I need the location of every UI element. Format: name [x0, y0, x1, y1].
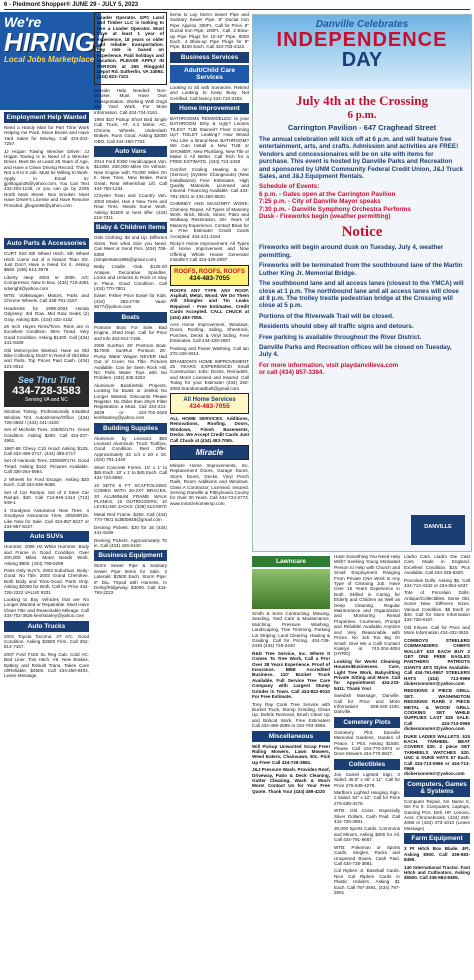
column-5b	[404, 554, 470, 974]
list-item: CURT 520 5th Wheel Hitch. 5th Wheel Hitch Came out of a Nissan Titan XD. Just Don't Have a Need for it. Asking $650. (336) 514-3979	[4, 251, 89, 273]
list-item: Miracle Home Improvements, Inc. Replacement Doors, Garage Doors, Storm Doors, Decks, Vinyl Porch Rails, Room Additions and Windows. Class A Contractor, Licensed, Insured. Serving Danville & Pittsylvania County for Over 30 Years. Call 434-724-2773. www.miraclehomeimp.com	[170, 462, 249, 506]
list-item: 4 Goodyear Assurance New Tires. 4 Goodyear Assurance Tires, 205/60R16. Like New for Sale. Call 434-857-8227 or 434-857-8227.	[4, 507, 89, 529]
list-item: WTB: Pokemon or Sports Cards. Singles, Packs and Unopened Boxes. Cash Paid. Call 434-728-3881.	[334, 844, 400, 866]
list-item: Headrests for 1999-2004 Honda Odyssey: 3rd Row. Mid Row Seats (2) Gray. Asking $35. (434) 432-4152	[4, 305, 89, 322]
list-item: Aluminum by Leonard. $50 Leonard Aluminum Truck Toolbox, Good Condition. Best Offer. Approximately 22 1/4 x 20 x 18. (434) 791-1440	[94, 435, 167, 463]
list-item: Pontoon Boat For Sale. Bad Engine, Shed Kept. Call for Price and Info 252-814-7155.	[94, 324, 167, 341]
loader-ad-box	[94, 12, 167, 85]
section-lawncare: Lawncare	[252, 556, 330, 567]
list-item: Metal Red Frame. $250. Call (434) 770-7801 tcd600848@gmail.com	[94, 511, 167, 523]
poster-title-top: Danville Celebrates	[315, 19, 409, 30]
section-cemetery-plots: Cemetery Plots	[334, 717, 400, 728]
list-item: 2000 SunRun 25' Pontoon Boat. $17000. SunRun Pontoon 25'. Pump Water Wagon NEVER Had Out of Cover, No Title. Pictures Available. Can be Seen Rock Hill, NC Pulls Water Toys with No Problem. (434) 335-3253	[94, 342, 167, 381]
list-item: Set of Michelin Tires. 235/60/17H. Great Condition. Asking $250. Call 434-207-4961.	[4, 427, 89, 444]
tint-sub: Serving VA and NC	[25, 397, 68, 404]
list-item: Have Something You Need Help With? Seeking Young Motivated Person to Help with Church and Small Employment Ranging From Private CNA Work to Any Type of Cleaning Job. Have Over 15 Years Experience in Both. Skilled in Caring for Elderly and Children as Well as Deep Cleaning. Regular Maintenance and Organization and Monitoring Rental Properties. Courteous, Prompt and Reliable! Available Anytime and Very Reasonable with Prices. No Job Too Big Or Small. Give Me a Call! Contact Katelyn at 743-204-4004 (HYRD)	[334, 554, 400, 657]
list-item: BRANDON'S HOME IMPROVEMENT 25 YEARS EXPERIENCE! Small Construction Jobs: Decks, Remodels, and More! Licensed and Insured. Call Today for your Estimate! (434) 250-4083 brandonnattbolt@gmail.com	[170, 358, 249, 391]
poster-location: Carrington Pavilion - 647 Craghead Street	[287, 123, 437, 132]
all-home-ad	[170, 393, 249, 414]
list-item: 26 Inch Hayes Rims/Tires. Rims are in Excellent Condition. 95% Tread. Very Good Condition. Asking $1400. Call (434) 441-9189	[4, 323, 89, 346]
notice-item: Residents should obey all traffic signs and detours.	[259, 323, 414, 331]
list-item: 2001 Toyota Tacoma. 4T A/C. Good Condition. Asking $3500 Firm. Call 252-814-7157.	[4, 633, 89, 650]
poster-notice: Notice	[341, 224, 383, 241]
section-baby-children: Baby & Children Items	[95, 224, 166, 232]
section-boats: Boats	[94, 312, 167, 323]
column-3	[170, 12, 249, 977]
list-item: Old Motorcycles Wanted. Have an Old Bike Collecting Dust? In Need of Old Bike and Parts. Top Prices Paid Cash. (434) 421-0012	[4, 347, 89, 369]
notice-item: Danville Parks and Recreation offices will be closed on Tuesday, July 4.	[259, 343, 452, 359]
list-item: Liberty Jeep 2004 or 2005. A/C Compressor, New in Box. (434) 710-4081 sdwright@yahoo.com	[4, 274, 89, 291]
schedule-item: Dusk - Fireworks begin (weather permitting)	[259, 213, 391, 221]
miracle-ad	[170, 445, 249, 460]
list-item: Comfort Cooling Heating & Air: (Service) (System Changeouts) (New Installations) Free Estimates. High Quality Materials, Licensed and Insured. Financing Available. Call 434-791-2031 or 434-250-8530.	[170, 166, 249, 199]
hiring-banner	[0, 12, 104, 110]
list-item: Loader Operator. GPC Land and Timber LLC is looking to hire a Loader Operator. Must have at least 1 year of experience, 18 years or older and reliable transportation. Pay rate is based on experience. Paid holidays and vacation. PLEASE APPLY IN PERSON at 265 Ringgold Depot Rd. Sutherlin, VA 24594. (434) 822-7101	[97, 15, 164, 80]
column-1	[4, 12, 104, 977]
page-header: 6 - Piedmont Shopper® JUNE 29 - JULY 5, 2023	[4, 2, 470, 10]
list-item: Looking to Buy Vehicles that are No Longer Wanted or Repairable. Must Have Clean Title and Reasonable Mileage. Call 434-702-3626 kenfstanley@yahoo.com	[4, 597, 89, 619]
column-5a	[334, 554, 400, 974]
poster-time: 6 p.m.	[347, 109, 377, 121]
notice-item: Portions of the Riverwalk Trail will be closed.	[259, 312, 394, 320]
section-auto-parts: Auto Parts & Accessories	[4, 238, 89, 249]
list-item: Girls Clothing. $3 and Up. Different Sizes. Text what Size you Need. Can Meet or Send Pics. (434) 706-8350 (simplestate1995@gmail.com)	[94, 235, 167, 263]
section-business-services: Business Services	[170, 52, 249, 63]
list-item: Looking for Work! Cleaning Houses/Businesses. Care, Light Tree Work, Babysitting Private Sitting and More. Call for Appointment 434-233-5411. Thank You!	[334, 658, 400, 691]
list-item: Decking Pickets. $20 for 16 (434) 441-9189	[94, 524, 167, 536]
section-auto-vans: Auto Vans	[94, 146, 167, 157]
list-item: Hummer. 2005 H2 White Hummer. Body and Frame in Good Condition. Over 200,000 Miles. Motor Needs Work. Asking $900. (434) 799-0299	[4, 544, 89, 566]
section-collectibles: Collectibles	[334, 759, 400, 770]
list-item: 2 Wheels for Ford Escape. Asking $20 Each. Call 434-836-6068.	[4, 476, 89, 488]
roofing-title: ROOFS, ROOFS, ROOFS	[174, 268, 245, 275]
list-item: J&J Pressure Wash. Provides Roof, Driveway, Patio & Deck Cleaning, Gutter Cleaning, Wash & Much More! Contact Us for Your Free Quote. Thank You! (434) 489-4220	[252, 767, 330, 794]
tint-ad	[4, 371, 89, 407]
list-item: Porcelain Dolls. Asking $5. Call 434-713-4342 or 434-554-1637	[404, 577, 470, 589]
list-item: 3 Pt Hitch Box Blade. 4Ft. Asking $500. Call 336-583-8495.	[404, 846, 470, 863]
list-item: CHIMNEY AND MASONRY WORK: Chimney Repair, All Types of Masonry Work. Brick, Block, Stone, Patio and Walkway Restoration, 25+ Years of Masonry Experience. Contact Brian for a Free Estimate! Credit Cards Accepted. 434-421-2154	[170, 201, 249, 239]
list-item: AAA Home Improvement. Windows, Doors, Roofing, Siding, Sheetrock, Porches, Decks & Vinyl Siding. Free Estimates. Call 434-429-2897.	[170, 322, 249, 344]
poster-banner	[253, 15, 471, 89]
section-adult-child-care: Adult/Child Care Services	[170, 65, 249, 83]
poster-schedule-title: Schedule of Events:	[259, 183, 320, 191]
section-farm-equipment: Farm Equipment	[404, 833, 470, 844]
roofing-ad	[170, 265, 249, 286]
notice-item: Free parking is available throughout the River District.	[259, 333, 422, 341]
column-2	[94, 12, 167, 977]
section-home-improvement: Home Improvement	[170, 103, 249, 114]
banner-local: Local Jobs Marketplace	[4, 55, 95, 64]
list-item: Tote of Porcelain Dolls. Antique/Collectibles. Some Old, Some New. Different Sizes. Various Condition. $5 Each or $40. Call for More Information 434-728-8167.	[404, 590, 470, 623]
section-computers-games: Computers, Games & Systems	[404, 779, 470, 797]
list-item: 1994 $10 Pickup Short Bed Single Cab Truck. AT, 4.3 Motor, AC, Chrome Wheels, Underdash Brakes. Runs Good. Asking $3000 OBO. Call 434-250-7763.	[94, 116, 167, 144]
list-item: COWBOYS STEELERS COMMANDERS CHIEFS WALLET $10 EACH BUY 2 GET ONE FREE EAGLES PANTHERS PATRIOTS GIANTS 49'S Styles Available. Call 434-791-8657 STEELERS HATS (434) 713-0966 dickersonsmrr@yahoo.com	[404, 637, 470, 686]
tint-phone: 434-728-3583	[12, 385, 81, 398]
notice-item: Fireworks will begin around dusk on Tuesday, July 4, weather permitting.	[259, 244, 444, 259]
notice-item: The southbound lane and all access lanes (closest to the YMCA) will close at 1 p.m. The northbound lane and all access lanes will close at 8 p.m. The trolley trestle pedestrian bridge at the Crossing will close at 5 p.m.	[259, 280, 464, 310]
list-item: Ricky's Home Improvement: All Types of Home Improvement and Now Offering Whole House Generator Installs!!! Call 434-429-2897.	[170, 241, 249, 263]
list-item: Aluminum Boat/Jetski Projects. Looking for Boats or Jetskis No Longer Wanted. Discounts Please Register. No Older than 20yrs Filter Registration a Must. Call 434-221-3629 or 434-702-2626 kenfstanley@yahoo.com	[94, 382, 167, 421]
list-item: Decking Pickets. Approximately 70 in. Call (434) 426-0440	[94, 537, 167, 548]
list-item: Outside Help Needed: Non-Smoker. Must Have Own Transportation. Working With Dogs and Yard Work. For More Information, Call 434-724-2161.	[94, 87, 167, 115]
list-item: Steel Concrete Forms. 10' x 1' to $65 Each. 10' x 1' to $45 Each. Call 434-724-6862.	[94, 464, 167, 481]
miracle-title: Miracle	[195, 447, 224, 457]
list-item: Smith & Sons Contracting. Mowing, Seeding, Yard Care & Maintenance, Mulching. Pressure Washing, Landscaping, Tree Trimming, Parking Lot Striping, Land Clearing. Hauling & Grading. Call for Pricing. 434-728-2440 (434) 728-2440	[252, 611, 330, 649]
list-item: BATHROOMS REMODELED: Is your BATHROOM Dirty & Ugly? Looses TILES? TUB Stained? Floor Coming Up? TOILET Leaking? How Would You Like a Brand-New BATHROOM? We Can Install a New TUB or SHOWER, New Plumbing, New Tile or Make it All Better. Call Rich for a FREE ESTIMATE. (434) 724-1028	[170, 116, 249, 165]
list-item: 140 International Tractor. Fast Hitch and Cultivators. Asking $5500. Call 336-583-8495.	[404, 864, 470, 881]
list-item: Items to Lay Storm Sewer Pipe and Sanitary Sewer Pipe. 8" Ductal Iron Pipe, Approx. 200Ft., Call for Price. 8" Ductal Iron Pipe, 200Ft., Call. 2 Blow-up Pipe Plugs for 10-18" Pipe. $300 Each. 4 Blow-up Pipe Plugs for 8" Pipe. $150 Each. Call 434-793-2422.	[170, 12, 249, 50]
independence-day-poster	[252, 14, 472, 552]
all-home-title: All Home Services	[183, 396, 236, 403]
list-item: Need a Handy Man for Part Time Work Helping me Pack, Move Boxes and Have Yard Sales for Moving. Call 434-203-7257.	[4, 125, 89, 147]
list-item: Computer Repair. No Name It, We Fix It. Computers, Laptops, Gaming PCs. Dell, HP, Lenovo, Acer, Chromebooks. (434) 250-4086 or (434) 473-1010 (Leave Message)	[404, 798, 470, 831]
list-item: Storm Sewer Pipe & Sanitary Sewer Pipe Items for Sale. 2 Laterals: $2500 Each. Storm Pipe: 8" Dia. Tripod with Harness, In Derby/Ridgeway. $3000. Call 434-793-2222.	[94, 563, 167, 596]
list-item: Baby Cradle -Oak. $125.00 Antique, Decorative Spindles, Locks and Unlocks to Rock or Stay in Place, Good Condition. Call (434) 770-7801	[94, 264, 167, 292]
section-auto-trucks: Auto Trucks	[4, 621, 89, 632]
schedule-item: 7:30 p.m. - Danville Symphony Orchestra Performs	[259, 205, 411, 213]
section-employment: Employment Help Wanted	[4, 112, 89, 123]
list-item: 1987-88 Chevy C10 Hood: Asking $125. Call 434-489-2717, (434) 489-2717	[4, 445, 89, 457]
poster-title-main: INDEPENDENCE	[276, 29, 448, 51]
list-item: Cal Ripken Jr. Baseball Cards. Nice Cal Ripken Cards in Plastic Holders. Asking $1 Each. Call 797-2691. (434) 797-2691	[334, 868, 400, 895]
list-item: REDSKINS 3 PIECE GRILL SET. WASHINGTON REDSKINS RARE 3 PIECE METAL & WOOD GRILL COOKING SET WHILE SUPPLIES LAST $25 SALE. Call 434-713-0966 dickersonsmrr@yahoo.com	[404, 688, 470, 732]
section-business-equipment: Business Equipment	[94, 550, 167, 561]
list-item: Set of Car Ramps. Set of 2 Steel Car Ramps. $40. Call 713-949-1414 (713) 949-1	[4, 489, 89, 506]
list-item: 30,000 Sports Cards. Commons and Minors. Asking $200 for All. Call 434-791-8667.	[334, 826, 400, 843]
list-item: Looking to Sit with Someone. Retired and Looking to Keep Busy. Not Certified. Call Nancy 434-710-3182.	[170, 84, 249, 101]
lawn-photo	[252, 569, 330, 609]
list-item: Parts Only SUV's. 2003 Suburban. Body-Good. No Title. 2003 Grand Cherokee. Both Body and Tires-Good. Parts Only. Asking $2000 for Both. Call for Price 434-728-2222 VALUE 9331	[4, 567, 89, 595]
notice-item: Fireworks will be terminated from the southbound lane of the Martin Luther King Jr. Memorial Bridge.	[259, 262, 463, 277]
list-item: Painting and Power Washing. Call Ian 276-226-5914.	[170, 345, 249, 357]
poster-intro: The annual celebration will kick off at 6 p.m. and will feature free entertainment, arts, and crafts. Admission and activities are FREE! Vendors and concessionaires will be on site with items for purchase. This event is hosted by Danville Parks and Recreation and sponsored by UNM Community Federal Credit Union, J&J Truck Sales, and J&J Equipment Rentals.	[259, 136, 463, 181]
section-auto-suvs: Auto SUVs	[4, 531, 89, 542]
list-item: 10 SETS 6 FT SCAFFOLDING COMES WITH 20-2X7 BRACES, 20 ALUMINUM FRAME WALK PLANKS, 10 OUTRIGGERS, 10 LEVELING JACKS. (336) 514-5970	[94, 482, 167, 510]
list-item: ROOFS ANY TYPE ANY ROOF. Asphalt, Metal, Wood. We Do Them All! Shingles and Tin Leaks Repaired - Free Estimates. Credit Cards Accepted. CALL CHUCK at (434) 483-7055.	[170, 287, 249, 320]
list-item: Swedish Massage, Danville. Call for Price and More Information! 508-440-1100. Danville.	[334, 693, 400, 715]
poster-more-info: For more information, visit playdanvilleva.com or call (434) 857-3384.	[259, 361, 399, 377]
banner-hiring: HIRING!	[4, 27, 104, 57]
list-item: Joe Camel Lighted Sign. 3 Sided. 45.5" x 45" x 11". Call for Price 276-638-4278.	[334, 771, 400, 788]
list-item: Lladro Cars. Lladro Die Cast Cars. Made in England. Excellent Condition. $15. Pics Available. Call 434-335-8320.	[404, 554, 470, 576]
banner-were: We're	[4, 14, 42, 30]
list-item: Chrysler Town and Country Van. 2003 Model. Has 4 New Tires and Rear Tires. Needs Some Work. Asking $1500 or best offer. (434) 218-7311	[94, 193, 167, 220]
all-home-phone: 434-483-7055	[189, 402, 230, 410]
list-item: DUKE LADIES WALLETS. $15 EACH. TARHEEL BEAT COVERS $30. 2 piece SET TARHEELS WATCHES $20. UNC & DUKE HATS $7 Each. Call 434-713-0966 or 434-713-0966 dickersonsmrr@yahoo.com	[404, 733, 470, 777]
list-item: Set of Hankook Tires. 235/60R17H. Good Tread. Asking $110. Pictures Available. Call 336-264-5954.	[4, 458, 89, 475]
list-item: 2007 Ford F150 XL Reg Cab. Cold AC. Bed Liner. Tow Hitch. V6. New Brakes, Battery and Rebuilt Trans. Taken Care of/Reliable. $4500. Call 434-250-8404, Leave Message.	[4, 651, 89, 679]
list-item: Tony Ray Cook Tree Service with Bucket Truck, Stump Grinding, Clean Up, Debris Removal, Brush Clean Up and Bobcat Work. Free Estimates! Call 434-489-2889 or 434-793-3665.	[252, 701, 330, 729]
poster-date: July 4th at the Crossing	[296, 93, 428, 108]
list-item: Cemetery Plot. Danville Memorial Gardens. Garden of Peace. 1 Plot. Asking $1500. Please Call 434-770-2973 or Dove Mowers 434-770-0827.	[334, 729, 400, 757]
schedule-item: 7:25 p.m. - City of Danville Mayor speaks	[259, 198, 381, 206]
list-item: WTB: Old Coins. Especially Silver Dollars. Cash Paid. Call 434-728-3881.	[334, 808, 400, 825]
section-miscellaneous: Miscellaneous	[252, 731, 330, 742]
section-building-supplies: Building Supplies	[94, 423, 167, 434]
list-item: JJ Hogan Towing Wrecker Driver: JJ Hogan Towing is in Need of a Wrecker Driver. Must Be at Least 25 Years of Age, and Have a Clean Driving Record. This is Not a 9 to 5 Job. Must be Willing to Work. Apply in Email to: jjpriltogan36@yahoo.com, You Can Text 434-203-1136; or you can go by 2205 North Main Street. Non Smoker. Must Have Driver's License and Have Resume Provided. jjhogan68@yahoo.com	[4, 148, 89, 208]
list-item: 2014 Ford E350 Handicapped Van. $11900. 200,000 Miles On Vehicle. New Engine with 70,000 Miles On It. New Tires, New Brake, Runs Great, Rear Wheelchair Lift. Call 434-750-1234.	[94, 158, 167, 191]
schedule-item: 6 p.m. - Gates open at the Carrington Pavilion	[259, 190, 396, 198]
column-4-bottom	[252, 554, 330, 974]
list-item: Marlboro Lighted Hanging Sign. 2 Sided. 54" x 12". Call for Price 276-638-4278.	[334, 790, 400, 806]
tint-title: See Thru Tint	[17, 375, 76, 386]
danville-logo: DANVILLE	[411, 515, 465, 545]
list-item: R&D Tree Service, Inc. Where It Comes To Tree Work, Call a Pro! Over 38 Years Experience. Proof of Insurance. BBB Accredited Business. 110' Bucket Truck Available. Full Service Tree Care Company with Largest Stump Grinder in Town. Call 434-822-6010 For Free Estimate.	[252, 650, 330, 700]
poster-title-day: DAY	[341, 49, 383, 71]
list-item: Will Pickup Unwanted Scrap Free! Riding Mowers, Lawn Mowers, Weed Eaters, Chainsaws, Etc. Pick Up Free! Call 434-728-3881.	[252, 743, 330, 765]
list-item: Old Knives. Call for Price and More Information 434-432-3615	[404, 624, 470, 636]
roofing-phone: 434-483-7055	[189, 274, 230, 282]
list-item: Easel. Fisher Price Easel for Kids. (434) 283-2749 Vaan-6677@yahoo.com	[94, 293, 167, 310]
list-item: ALL HOME SERVICES. Additions, Renovations, Roofing, Doors, Windows, Finish Basements, Decks. We Accept Credit Cards Just Call Chuck at (434) 483-7055.	[170, 415, 249, 443]
list-item: WTB: Volkswagen Motors, Parts and Chrome Wheels. Call 336-791-3157	[4, 292, 89, 304]
list-item: Window Tinting. Professionally Installed Window Tint. Autos/Home/Office. (434) 728-3583 / (434) 441-4100	[4, 409, 89, 426]
